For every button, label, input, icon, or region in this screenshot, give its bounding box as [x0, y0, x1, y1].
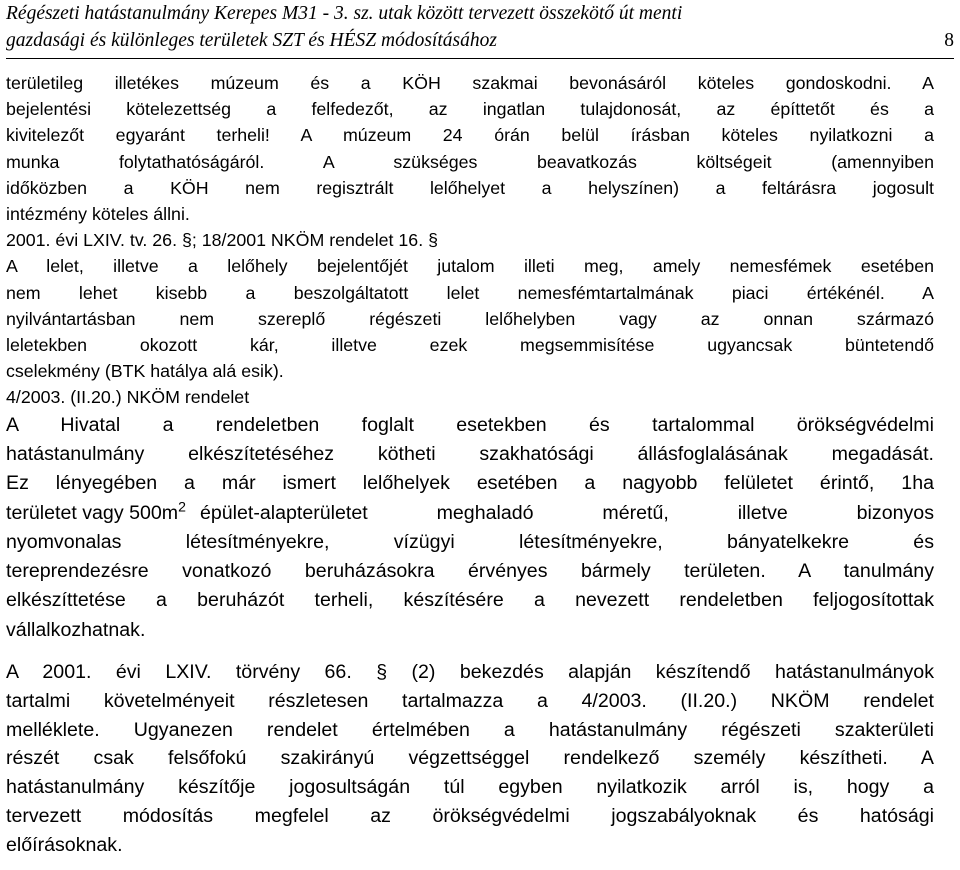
paragraph-notification-duty	[6, 70, 934, 227]
page-header	[6, 0, 954, 59]
paragraph-gap	[6, 645, 934, 658]
text-line: A 2001. évi LXIV. törvény 66. § (2) bekezdés alapján készítendő hatástanulmányok	[6, 661, 934, 684]
text-line: kivitelezőt egyaránt terheli! A múzeum 24 órán belül írásban köteles nyilatkozni a	[6, 125, 934, 146]
text-line: előírásoknak.	[6, 833, 123, 856]
text-line: tereprendezésre vonatkozó beruházásokra érvényes bármely területen. A tanulmány	[6, 560, 934, 583]
text-line: hatástanulmány elkészítetéséhez kötheti szakhatósági állásfoglalásának megadását.	[6, 442, 934, 465]
paragraph-content-requirements	[6, 658, 934, 860]
text-fragment: területet vagy 500m	[6, 501, 179, 524]
text-line: A lelet, illetve a lelőhely bejelentőjét jutalom illeti meg, amely nemesfémek esetében	[6, 256, 934, 277]
text-line: nyilvántartásban nem szereplő régészeti lelőhelyben vagy az onnan származó	[6, 308, 934, 329]
text-line: melléklete. Ugyanezen rendelet értelmében a hatástanulmány régészeti szakterületi	[6, 718, 934, 741]
text-line: leletekben okozott kár, illetve ezek megsemmisítése ugyancsak büntetendő	[6, 335, 934, 356]
text-line: elkészíttetése a beruházót terheli, készítésére a nevezett rendeletben feljogosítottak	[6, 589, 934, 612]
text-line: munka folytathatóságáról. A szükséges beavatkozás költségeit (amennyiben	[6, 151, 934, 172]
law-reference-1: 2001. évi LXIV. tv. 26. §; 18/2001 NKÖM rendelet 16. §	[6, 230, 438, 251]
text-line: A Hivatal a rendeletben foglalt esetekben és tartalommal örökségvédelmi	[6, 413, 934, 436]
text-line: bejelentési kötelezettség a felfedezőt, az ingatlan tulajdonosát, az építtetőt és a	[6, 99, 934, 120]
text-line: tartalmi követelményeit részletesen tartalmazza a 4/2003. (II.20.) NKÖM rendelet	[6, 689, 934, 712]
text-line: időközben a KÖH nem regisztrált lelőhelyet a helyszínen) a feltárásra jogosult	[6, 177, 934, 198]
header-title-line-1: Régészeti hatástanulmány Kerepes M31 - 3. sz. utak között tervezett összekötő út menti	[6, 3, 683, 24]
superscript: 2	[178, 497, 186, 514]
text-line: hatástanulmány készítője jogosultságán túl egyben nyilatkozik arról is, hogy a	[6, 776, 934, 799]
text-line: intézmény köteles állni.	[6, 204, 190, 225]
header-title-line-2: gazdasági és különleges területek SZT és HÉSZ módosításához	[6, 30, 497, 51]
text-line: tervezett módosítás megfelel az örökségvédelmi jogszabályoknak és hatósági	[6, 805, 934, 827]
page-number: 8	[944, 30, 954, 51]
paragraph-impact-study	[6, 411, 934, 645]
text-line: cselekmény (BTK hatálya alá esik).	[6, 361, 284, 382]
text-line: nyomvonalas létesítményekre, vízügyi létesítményekre, bányatelkekre és	[6, 530, 934, 553]
paragraph-reward	[6, 253, 934, 384]
text-line: Ez lényegében a már ismert lelőhelyek esetében a nagyobb felületet érintő, 1ha	[6, 472, 934, 495]
text-line: nem lehet kisebb a beszolgáltatott lelet nemesfémtartalmának piaci értékénél. A	[6, 282, 934, 303]
text-line-with-superscript	[6, 499, 934, 528]
text-line: vállalkozhatnak.	[6, 618, 146, 641]
text-line: részét csak felsőfokú szakirányú végzettséggel rendelkező személy készítheti. A	[6, 747, 934, 770]
text-fragment: épület-alapterületet meghaladó méretű, illetve bizonyos	[199, 501, 934, 524]
document-body	[6, 70, 934, 860]
law-reference-2: 4/2003. (II.20.) NKÖM rendelet	[6, 387, 250, 408]
text-line: területileg illetékes múzeum és a KÖH szakmai bevonásáról köteles gondoskodni. A	[6, 73, 934, 93]
